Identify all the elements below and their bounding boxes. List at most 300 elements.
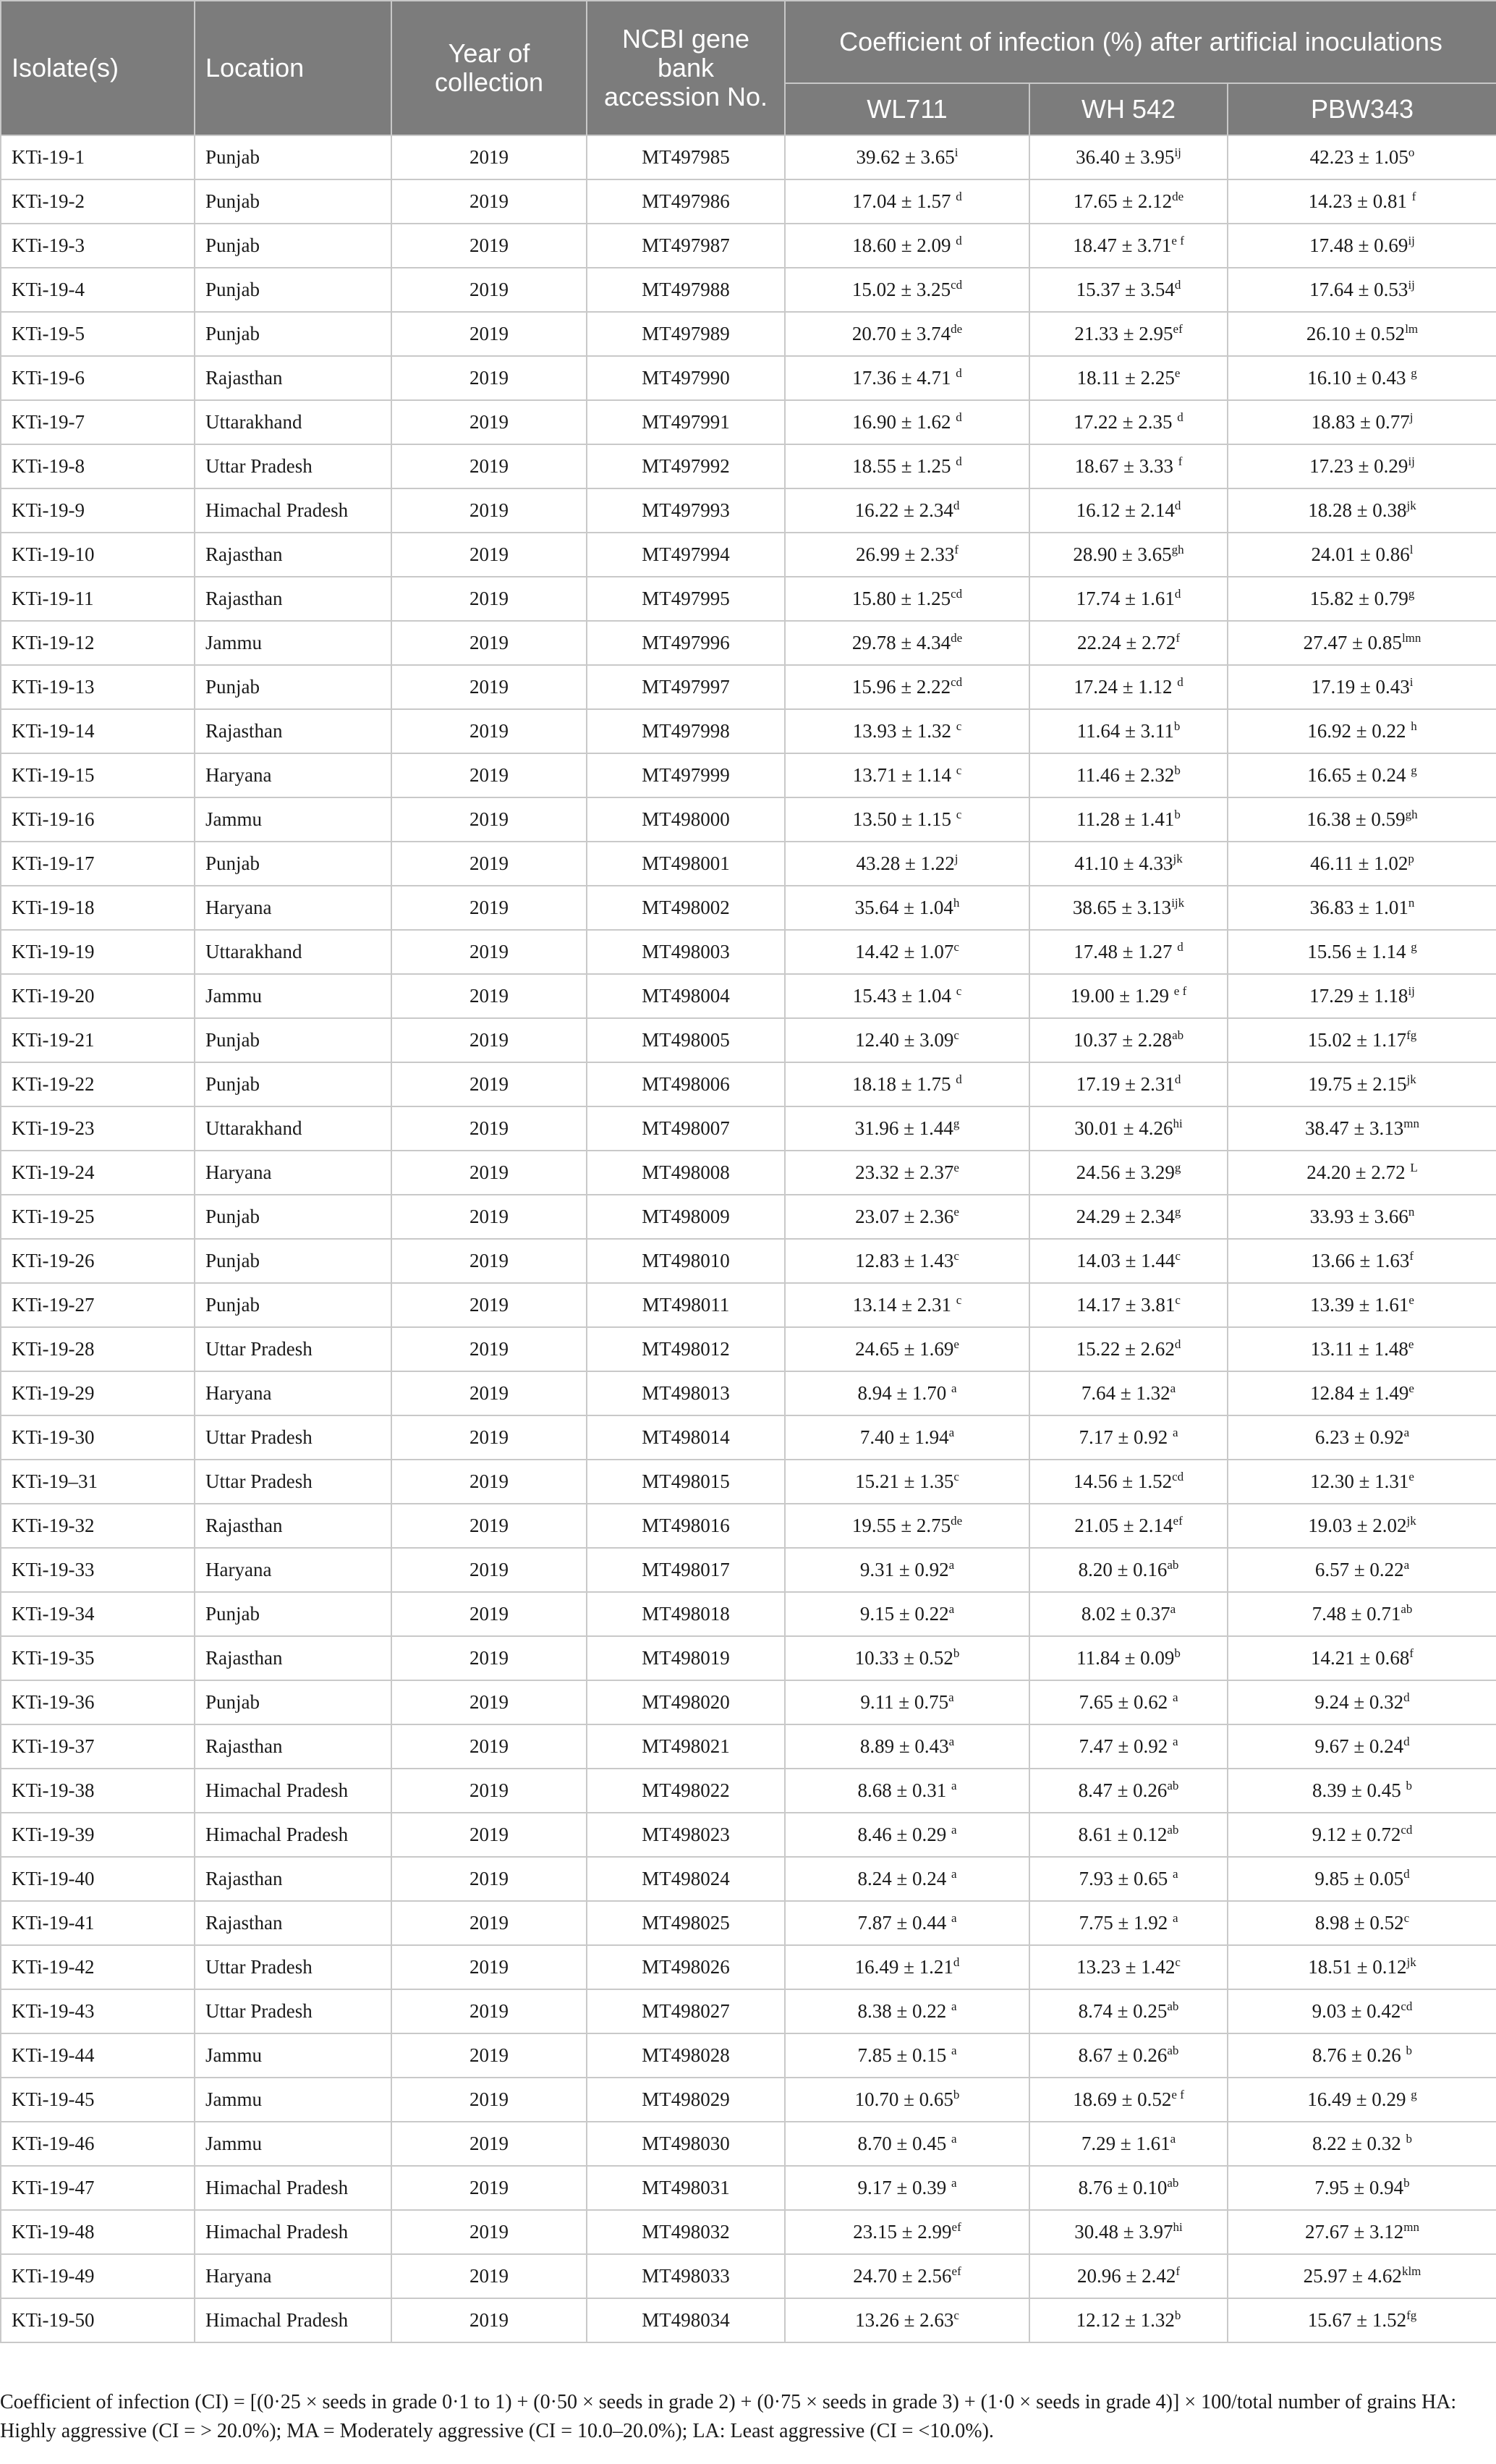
cell-wl711: [785, 753, 1029, 797]
significance-letter: ab: [1167, 2044, 1179, 2057]
cell-pbw343: [1228, 1945, 1496, 1989]
significance-letter: a: [951, 1779, 957, 1792]
cell-wh542: [1029, 1283, 1228, 1327]
significance-letter: d: [1174, 499, 1181, 512]
cell-year: 2019: [391, 1283, 587, 1327]
cell-isolate: KTi-19-8: [1, 444, 195, 488]
cell-accession: MT497990: [587, 356, 785, 400]
cell-isolate: KTi-19-11: [1, 577, 195, 621]
cell-pbw343: [1228, 533, 1496, 577]
cell-location: Uttar Pradesh: [195, 1989, 391, 2033]
cell-wh542: [1029, 312, 1228, 356]
significance-letter: jk: [1406, 1072, 1416, 1086]
ci-value: 16.22 ± 2.34: [854, 499, 953, 521]
cell-accession: MT498032: [587, 2210, 785, 2254]
cell-pbw343: [1228, 2078, 1496, 2122]
significance-letter: a: [951, 1381, 957, 1395]
table-row: [1, 224, 1496, 268]
ci-value: 18.55 ± 1.25: [852, 455, 956, 477]
cell-pbw343: [1228, 1813, 1496, 1857]
significance-letter: h: [953, 896, 960, 910]
ci-value: 14.56 ± 1.52: [1073, 1470, 1173, 1492]
cell-location: Uttar Pradesh: [195, 1460, 391, 1504]
significance-letter: de: [951, 631, 963, 645]
ci-value: 15.80 ± 1.25: [851, 588, 951, 609]
significance-letter: jk: [1173, 852, 1183, 865]
cell-pbw343: [1228, 1857, 1496, 1901]
cell-wl711: [785, 135, 1029, 179]
significance-letter: cd: [1401, 1823, 1413, 1837]
table-row: [1, 2210, 1496, 2254]
significance-letter: e: [1408, 1470, 1414, 1483]
cell-year: 2019: [391, 312, 587, 356]
ci-value: 8.70 ± 0.45: [857, 2133, 952, 2154]
significance-letter: a: [1173, 1426, 1178, 1439]
cell-year: 2019: [391, 135, 587, 179]
cell-wh542: [1029, 753, 1228, 797]
cell-year: 2019: [391, 930, 587, 974]
significance-letter: a: [1403, 1558, 1410, 1572]
cell-wh542: [1029, 533, 1228, 577]
cell-accession: MT498019: [587, 1636, 785, 1680]
cell-accession: MT498017: [587, 1548, 785, 1592]
cell-wh542: [1029, 930, 1228, 974]
significance-letter: mn: [1403, 2220, 1420, 2234]
ci-value: 36.83 ± 1.01: [1309, 897, 1408, 918]
cell-wl711: [785, 1415, 1029, 1460]
significance-letter: b: [1174, 808, 1181, 821]
significance-letter: ef: [951, 2220, 961, 2234]
cell-wl711: [785, 2166, 1029, 2210]
significance-letter: d: [956, 1072, 962, 1086]
ci-value: 17.64 ± 0.53: [1309, 279, 1408, 300]
header-ci-group: Coefficient of infection (%) after artificial inoculations: [785, 1, 1496, 83]
significance-letter: a: [951, 1911, 957, 1925]
significance-letter: e: [1408, 1337, 1414, 1351]
cell-wh542: [1029, 1327, 1228, 1371]
table-row: [1, 753, 1496, 797]
cell-location: Punjab: [195, 224, 391, 268]
cell-pbw343: [1228, 1106, 1496, 1151]
cell-accession: MT498007: [587, 1106, 785, 1151]
ci-value: 12.84 ± 1.49: [1310, 1382, 1409, 1404]
ci-value: 9.67 ± 0.24: [1314, 1735, 1404, 1757]
cell-location: Rajasthan: [195, 1724, 391, 1769]
ci-value: 6.23 ± 0.92: [1314, 1426, 1404, 1448]
cell-isolate: KTi-19-1: [1, 135, 195, 179]
significance-letter: de: [951, 1514, 963, 1528]
table-row: [1, 577, 1496, 621]
significance-letter: c: [1175, 1293, 1181, 1307]
cell-year: 2019: [391, 1989, 587, 2033]
table-row: [1, 2033, 1496, 2078]
ci-value: 11.84 ± 0.09: [1076, 1647, 1175, 1669]
table-row: [1, 488, 1496, 533]
cell-pbw343: [1228, 1283, 1496, 1327]
significance-letter: l: [1409, 543, 1414, 556]
cell-year: 2019: [391, 665, 587, 709]
significance-letter: ef: [1173, 322, 1183, 336]
ci-value: 9.12 ± 0.72: [1312, 1824, 1401, 1845]
cell-accession: MT498004: [587, 974, 785, 1018]
cell-year: 2019: [391, 400, 587, 444]
ci-value: 19.03 ± 2.02: [1308, 1515, 1407, 1536]
ci-value: 24.56 ± 3.29: [1076, 1161, 1175, 1183]
ci-value: 8.67 ± 0.26: [1078, 2044, 1168, 2066]
cell-year: 2019: [391, 1415, 587, 1460]
ci-value: 10.70 ± 0.65: [854, 2088, 953, 2110]
cell-accession: MT497987: [587, 224, 785, 268]
significance-letter: e f: [1171, 2088, 1184, 2101]
cell-isolate: KTi-19-12: [1, 621, 195, 665]
significance-letter: cd: [951, 278, 963, 292]
cell-isolate: KTi-19-41: [1, 1901, 195, 1945]
cell-wh542: [1029, 2166, 1228, 2210]
cell-accession: MT498001: [587, 842, 785, 886]
cell-pbw343: [1228, 842, 1496, 886]
cell-isolate: KTi-19-6: [1, 356, 195, 400]
cell-wh542: [1029, 1592, 1228, 1636]
cell-year: 2019: [391, 842, 587, 886]
cell-location: Haryana: [195, 1548, 391, 1592]
cell-accession: MT498012: [587, 1327, 785, 1371]
ci-value: 17.65 ± 2.12: [1073, 190, 1173, 212]
ci-value: 24.70 ± 2.56: [853, 2265, 952, 2287]
cell-wh542: [1029, 974, 1228, 1018]
ci-value: 20.96 ± 2.42: [1077, 2265, 1176, 2287]
cell-pbw343: [1228, 1504, 1496, 1548]
ci-value: 19.00 ± 1.29: [1070, 985, 1174, 1007]
cell-isolate: KTi-19-30: [1, 1415, 195, 1460]
cell-location: Jammu: [195, 2033, 391, 2078]
cell-pbw343: [1228, 1989, 1496, 2033]
table-row: [1, 1062, 1496, 1106]
cell-accession: MT498028: [587, 2033, 785, 2078]
cell-year: 2019: [391, 797, 587, 842]
cell-accession: MT497994: [587, 533, 785, 577]
table-row: [1, 179, 1496, 224]
cell-accession: MT497998: [587, 709, 785, 753]
table-row: [1, 1724, 1496, 1769]
cell-accession: MT498031: [587, 2166, 785, 2210]
cell-isolate: KTi-19-27: [1, 1283, 195, 1327]
cell-location: Uttar Pradesh: [195, 1327, 391, 1371]
cell-wl711: [785, 2210, 1029, 2254]
ci-value: 9.24 ± 0.32: [1314, 1691, 1404, 1713]
cell-year: 2019: [391, 1813, 587, 1857]
cell-year: 2019: [391, 2122, 587, 2166]
significance-letter: ij: [1408, 984, 1415, 998]
cell-location: Rajasthan: [195, 356, 391, 400]
ci-value: 27.47 ± 0.85: [1303, 632, 1402, 653]
ci-value: 13.71 ± 1.14: [852, 764, 956, 786]
cell-pbw343: [1228, 797, 1496, 842]
significance-letter: i: [954, 145, 959, 159]
ci-value: 19.55 ± 2.75: [851, 1515, 951, 1536]
cell-location: Uttarakhand: [195, 400, 391, 444]
ci-value: 8.74 ± 0.25: [1078, 2000, 1168, 2022]
ci-value: 18.28 ± 0.38: [1308, 499, 1407, 521]
ci-value: 13.26 ± 2.63: [855, 2309, 954, 2331]
ci-value: 17.23 ± 0.29: [1309, 455, 1408, 477]
cell-year: 2019: [391, 1680, 587, 1724]
ci-value: 36.40 ± 3.95: [1076, 146, 1175, 168]
ci-value: 17.19 ± 0.43: [1311, 676, 1410, 698]
ci-value: 28.90 ± 3.65: [1073, 543, 1172, 565]
significance-letter: d: [1177, 940, 1183, 954]
significance-letter: b: [1406, 2132, 1413, 2146]
cell-isolate: KTi-19-43: [1, 1989, 195, 2033]
ci-value: 8.94 ± 1.70: [857, 1382, 952, 1404]
cell-isolate: KTi-19-35: [1, 1636, 195, 1680]
significance-letter: fg: [1406, 1028, 1417, 1042]
significance-letter: j: [1409, 410, 1414, 424]
cell-isolate: KTi-19-38: [1, 1769, 195, 1813]
significance-letter: cd: [1172, 1470, 1184, 1483]
significance-letter: d: [1177, 675, 1183, 689]
cell-accession: MT498003: [587, 930, 785, 974]
cell-accession: MT498026: [587, 1945, 785, 1989]
significance-letter: d: [1403, 1690, 1410, 1704]
cell-location: Jammu: [195, 974, 391, 1018]
cell-isolate: KTi-19-2: [1, 179, 195, 224]
cell-wh542: [1029, 268, 1228, 312]
significance-letter: c: [956, 984, 962, 998]
cell-pbw343: [1228, 1769, 1496, 1813]
significance-letter: a: [948, 1735, 955, 1748]
significance-letter: d: [1403, 1735, 1410, 1748]
cell-wh542: [1029, 356, 1228, 400]
significance-letter: a: [951, 1867, 957, 1881]
ci-value: 9.17 ± 0.39: [857, 2177, 952, 2198]
ci-value: 9.15 ± 0.22: [859, 1603, 949, 1625]
ci-value: 6.57 ± 0.22: [1314, 1559, 1404, 1580]
cell-pbw343: [1228, 1415, 1496, 1460]
ci-value: 15.67 ± 1.52: [1307, 2309, 1407, 2331]
cell-accession: MT497989: [587, 312, 785, 356]
significance-letter: a: [1173, 1690, 1178, 1704]
ci-value: 8.68 ± 0.31: [857, 1779, 952, 1801]
cell-wl711: [785, 224, 1029, 268]
ci-value: 7.95 ± 0.94: [1314, 2177, 1404, 2198]
ci-value: 13.39 ± 1.61: [1310, 1294, 1409, 1316]
table-row: [1, 2078, 1496, 2122]
significance-letter: d: [956, 234, 962, 247]
significance-letter: d: [1174, 1072, 1181, 1086]
cell-wl711: [785, 2298, 1029, 2342]
ci-value: 10.33 ± 0.52: [854, 1647, 953, 1669]
cell-wh542: [1029, 2078, 1228, 2122]
cell-wh542: [1029, 1548, 1228, 1592]
ci-value: 46.11 ± 1.02: [1310, 852, 1408, 874]
significance-letter: d: [1403, 1867, 1410, 1881]
ci-value: 7.40 ± 1.94: [859, 1426, 949, 1448]
ci-value: 12.40 ± 3.09: [855, 1029, 954, 1051]
table-row: [1, 135, 1496, 179]
ci-value: 42.23 ± 1.05: [1309, 146, 1408, 168]
cell-pbw343: [1228, 224, 1496, 268]
ci-value: 8.38 ± 0.22: [857, 2000, 952, 2022]
table-row: [1, 1106, 1496, 1151]
table-row: [1, 2166, 1496, 2210]
cell-pbw343: [1228, 488, 1496, 533]
significance-letter: jk: [1406, 499, 1416, 512]
cell-year: 2019: [391, 1592, 587, 1636]
ci-value: 8.22 ± 0.32: [1312, 2133, 1406, 2154]
ci-value: 7.65 ± 0.62: [1079, 1691, 1173, 1713]
cell-location: Jammu: [195, 2078, 391, 2122]
cell-wh542: [1029, 1504, 1228, 1548]
cell-isolate: KTi-19-4: [1, 268, 195, 312]
ci-value: 15.21 ± 1.35: [855, 1470, 954, 1492]
ci-value: 11.64 ± 3.11: [1076, 720, 1174, 742]
cell-pbw343: [1228, 974, 1496, 1018]
table-footnote: Coefficient of infection (CI) = [(0·25 × seeds in grade 0·1 to 1) + (0·50 × seeds in grade 2) + (0·75 × seeds in grade 3) + (1·0 × seeds in grade 4)] × 100/total number of grains HA: Highly aggressive (CI = > 20.0%); MA = Moderately aggressive (CI = 10.0–20.0%); LA: Least aggressive (CI = <10.0%).: [0, 2391, 1457, 2442]
ci-value: 29.78 ± 4.34: [851, 632, 951, 653]
header-row: [1, 1, 1496, 83]
ci-value: 12.12 ± 1.32: [1076, 2309, 1175, 2331]
significance-letter: a: [951, 1999, 957, 2013]
ci-value: 18.51 ± 0.12: [1308, 1956, 1407, 1978]
ci-value: 17.48 ± 0.69: [1309, 234, 1408, 256]
cell-wh542: [1029, 2033, 1228, 2078]
cell-location: Punjab: [195, 179, 391, 224]
cell-year: 2019: [391, 1018, 587, 1062]
cell-year: 2019: [391, 533, 587, 577]
ci-value: 13.93 ± 1.32: [852, 720, 956, 742]
cell-location: Haryana: [195, 753, 391, 797]
significance-letter: a: [951, 2132, 957, 2146]
header-accession: NCBI gene bank accession No.: [587, 1, 785, 135]
cell-accession: MT498008: [587, 1151, 785, 1195]
ci-value: 7.87 ± 0.44: [857, 1912, 952, 1934]
cell-wl711: [785, 179, 1029, 224]
table-row: [1, 1195, 1496, 1239]
cell-pbw343: [1228, 2166, 1496, 2210]
significance-letter: a: [1403, 1426, 1410, 1439]
significance-letter: cd: [951, 675, 963, 689]
cell-isolate: KTi-19-32: [1, 1504, 195, 1548]
cell-year: 2019: [391, 1945, 587, 1989]
cell-pbw343: [1228, 1327, 1496, 1371]
ci-value: 12.83 ± 1.43: [855, 1250, 954, 1271]
cell-wl711: [785, 621, 1029, 665]
cell-accession: MT498022: [587, 1769, 785, 1813]
ci-value: 22.24 ± 2.72: [1077, 632, 1176, 653]
ci-value: 24.29 ± 2.34: [1076, 1206, 1175, 1227]
cell-isolate: KTi-19-29: [1, 1371, 195, 1415]
table-row: [1, 1857, 1496, 1901]
table-row: [1, 665, 1496, 709]
ci-value: 18.18 ± 1.75: [852, 1073, 956, 1095]
cell-wh542: [1029, 1636, 1228, 1680]
ci-value: 17.29 ± 1.18: [1309, 985, 1408, 1007]
cell-location: Himachal Pradesh: [195, 2298, 391, 2342]
significance-letter: b: [1174, 2308, 1181, 2322]
significance-letter: d: [1174, 587, 1181, 601]
header-wh542: WH 542: [1029, 83, 1228, 135]
cell-wl711: [785, 2033, 1029, 2078]
cell-year: 2019: [391, 1106, 587, 1151]
significance-letter: ab: [1167, 2176, 1179, 2190]
cell-wh542: [1029, 1945, 1228, 1989]
cell-location: Punjab: [195, 1018, 391, 1062]
ci-value: 16.10 ± 0.43: [1307, 367, 1411, 389]
significance-letter: ij: [1408, 234, 1415, 247]
ci-value: 16.49 ± 0.29: [1307, 2088, 1411, 2110]
significance-letter: klm: [1401, 2264, 1421, 2278]
cell-wl711: [785, 356, 1029, 400]
cell-wl711: [785, 709, 1029, 753]
cell-year: 2019: [391, 709, 587, 753]
ci-value: 11.28 ± 1.41: [1076, 808, 1175, 830]
cell-accession: MT497985: [587, 135, 785, 179]
significance-letter: ij: [1174, 145, 1181, 159]
cell-year: 2019: [391, 974, 587, 1018]
cell-accession: MT498020: [587, 1680, 785, 1724]
cell-wl711: [785, 2078, 1029, 2122]
significance-letter: b: [1173, 719, 1181, 733]
cell-isolate: KTi-19-45: [1, 2078, 195, 2122]
ci-value: 26.10 ± 0.52: [1306, 323, 1406, 344]
significance-letter: d: [1177, 410, 1183, 424]
ci-value: 8.76 ± 0.26: [1312, 2044, 1406, 2066]
ci-value: 31.96 ± 1.44: [854, 1117, 953, 1139]
cell-wh542: [1029, 224, 1228, 268]
significance-letter: f: [1178, 454, 1183, 468]
cell-wl711: [785, 444, 1029, 488]
cell-pbw343: [1228, 2254, 1496, 2298]
significance-letter: n: [1408, 1205, 1415, 1219]
cell-pbw343: [1228, 1548, 1496, 1592]
cell-wl711: [785, 930, 1029, 974]
cell-year: 2019: [391, 268, 587, 312]
ci-value: 14.17 ± 3.81: [1076, 1294, 1176, 1316]
ci-value: 24.01 ± 0.86: [1311, 543, 1410, 565]
ci-value: 8.76 ± 0.10: [1078, 2177, 1168, 2198]
ci-value: 9.11 ± 0.75: [860, 1691, 949, 1713]
significance-letter: ab: [1167, 1779, 1179, 1792]
cell-location: Punjab: [195, 1283, 391, 1327]
cell-pbw343: [1228, 444, 1496, 488]
cell-isolate: KTi-19-14: [1, 709, 195, 753]
cell-year: 2019: [391, 886, 587, 930]
significance-letter: e: [953, 1161, 959, 1174]
cell-wh542: [1029, 1151, 1228, 1195]
cell-location: Rajasthan: [195, 577, 391, 621]
significance-letter: f: [1409, 1249, 1414, 1263]
ci-value: 7.48 ± 0.71: [1312, 1603, 1401, 1625]
significance-letter: f: [1176, 631, 1180, 645]
significance-letter: b: [1174, 763, 1181, 777]
cell-wl711: [785, 2122, 1029, 2166]
ci-value: 41.10 ± 4.33: [1074, 852, 1173, 874]
header-pbw343: PBW343: [1228, 83, 1496, 135]
cell-wh542: [1029, 1724, 1228, 1769]
ci-value: 18.11 ± 2.25: [1076, 367, 1175, 389]
cell-location: Jammu: [195, 621, 391, 665]
cell-wl711: [785, 1945, 1029, 1989]
cell-isolate: KTi-19-26: [1, 1239, 195, 1283]
cell-year: 2019: [391, 2033, 587, 2078]
significance-letter: c: [1403, 1911, 1410, 1925]
cell-accession: MT498033: [587, 2254, 785, 2298]
cell-location: Punjab: [195, 842, 391, 886]
cell-location: Punjab: [195, 1195, 391, 1239]
ci-value: 9.03 ± 0.42: [1312, 2000, 1401, 2022]
table-row: [1, 1283, 1496, 1327]
ci-value: 9.85 ± 0.05: [1314, 1868, 1404, 1889]
